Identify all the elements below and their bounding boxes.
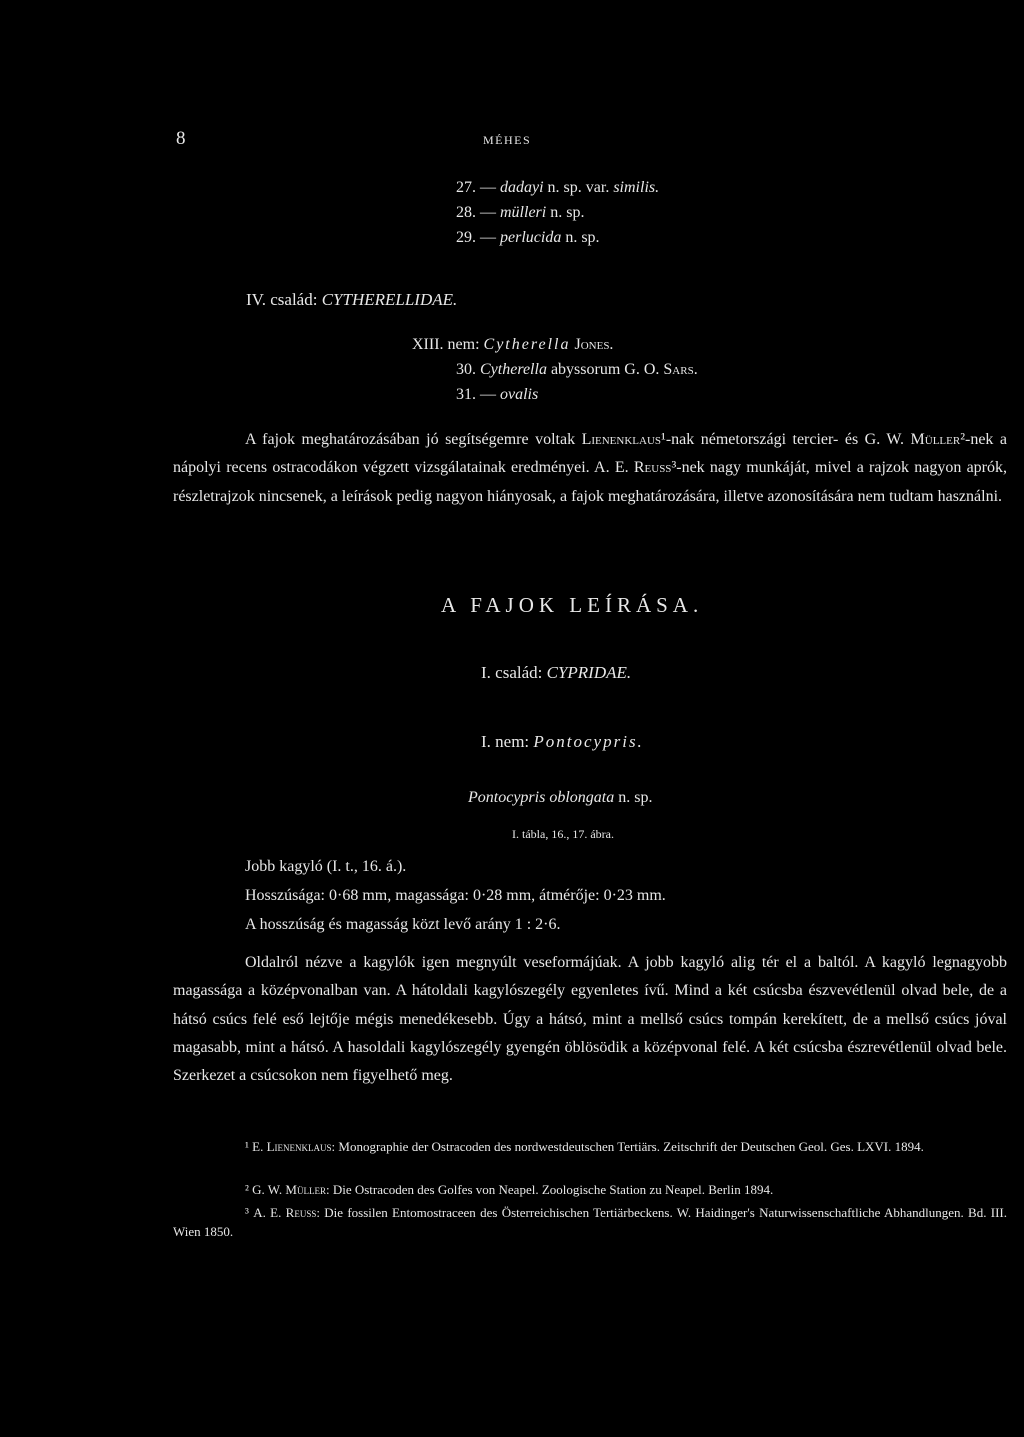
section-title: A FAJOK LEÍRÁSA. (441, 593, 704, 617)
running-head: MÉHES (483, 133, 532, 147)
genus-block-cytherella (412, 332, 698, 407)
footnote-2: ² G. W. Müller: Die Ostracoden des Golfes von Neapel. Zoologische Station zu Neapel. Berlin 1894. (245, 1182, 774, 1197)
page-number: 8 (176, 128, 186, 149)
list-item: 28. — mülleri n. sp. (456, 204, 585, 221)
list-item: 27. — dadayi n. sp. var. similis. (456, 179, 660, 196)
paragraph-sources: A fajok meghatározásában jó segítségemre voltak Lienenklaus¹-nak németországi tercier- és G. W. Müller²-nek a nápolyi recens ostracodákon végzett vizsgálatainak eredményei. A. E. Reuss³-nek nagy munkáját, mivel a rajzok nagyon aprók, részletrajzok nincsenek, a leírások pedig nagyon hiányosak, a fajok meghatározására, illetve azonosítására nem tudtam használni. (173, 431, 1008, 505)
footnote-3: ³ A. E. Reuss: Die fossilen Entomostraceen des Österreichischen Tertiärbeckens. W. Haidinger's Naturwissenschaftliche Abhandlungen. Bd. III. Wien 1850. (173, 1205, 1008, 1239)
list-item: 29. — perlucida n. sp. (456, 229, 600, 246)
measurement-line: Hosszúsága: 0·68 mm, magassága: 0·28 mm, átmérője: 0·23 mm. (245, 887, 666, 904)
measurement-line: Jobb kagyló (I. t., 16. á.). (245, 858, 407, 875)
paragraph-description: Oldalról nézve a kagylók igen megnyúlt veseformájúak. A jobb kagyló alig tér el a baltól. A kagyló legnagyobb magassága a középvonalban van. A hátoldali kagylószegély egyenletes ívű. Mind a két csúcsba észvevétlenül olvad bele, de a hátsó csúcs felé eső lejtője mégis menedékesebb. Úgy a hátsó, mint a mellső csúcs tompán kerekített, de a mellső csúcs jóval magasabb, mint a hátsó. A hasoldali kagylószegély gyengén öblösödik a középvonal felé. A két csúcsba észrevétlenül olvad bele. Szerkezet a csúcsokon nem figyelhető meg. (173, 954, 1007, 1085)
species-heading: Pontocypris oblongata n. sp. (468, 789, 653, 806)
genus-heading: XIII. nem: Cytherella Jones. (412, 336, 614, 353)
plate-reference: I. tábla, 16., 17. ábra. (512, 827, 614, 841)
family-heading-cytherellidae: IV. család: CYTHERELLIDAE. (246, 290, 458, 309)
species-list (456, 175, 659, 250)
genus-heading-pontocypris: I. nem: Pontocypris. (481, 732, 644, 751)
footnote-1: ¹ E. Lienenklaus: Monographie der Ostracoden des nordwestdeutschen Tertiärs. Zeitschrift der Deutschen Geol. Ges. LXVI. 1894. (245, 1139, 924, 1154)
list-item: 30. Cytherella abyssorum G. O. Sars. (456, 361, 698, 378)
list-item: 31. — ovalis (456, 386, 539, 403)
measurements (245, 852, 666, 939)
family-heading-cypridae: I. család: CYPRIDAE. (481, 663, 632, 682)
measurement-line: A hosszúság és magasság közt levő arány 1 : 2·6. (245, 916, 561, 933)
